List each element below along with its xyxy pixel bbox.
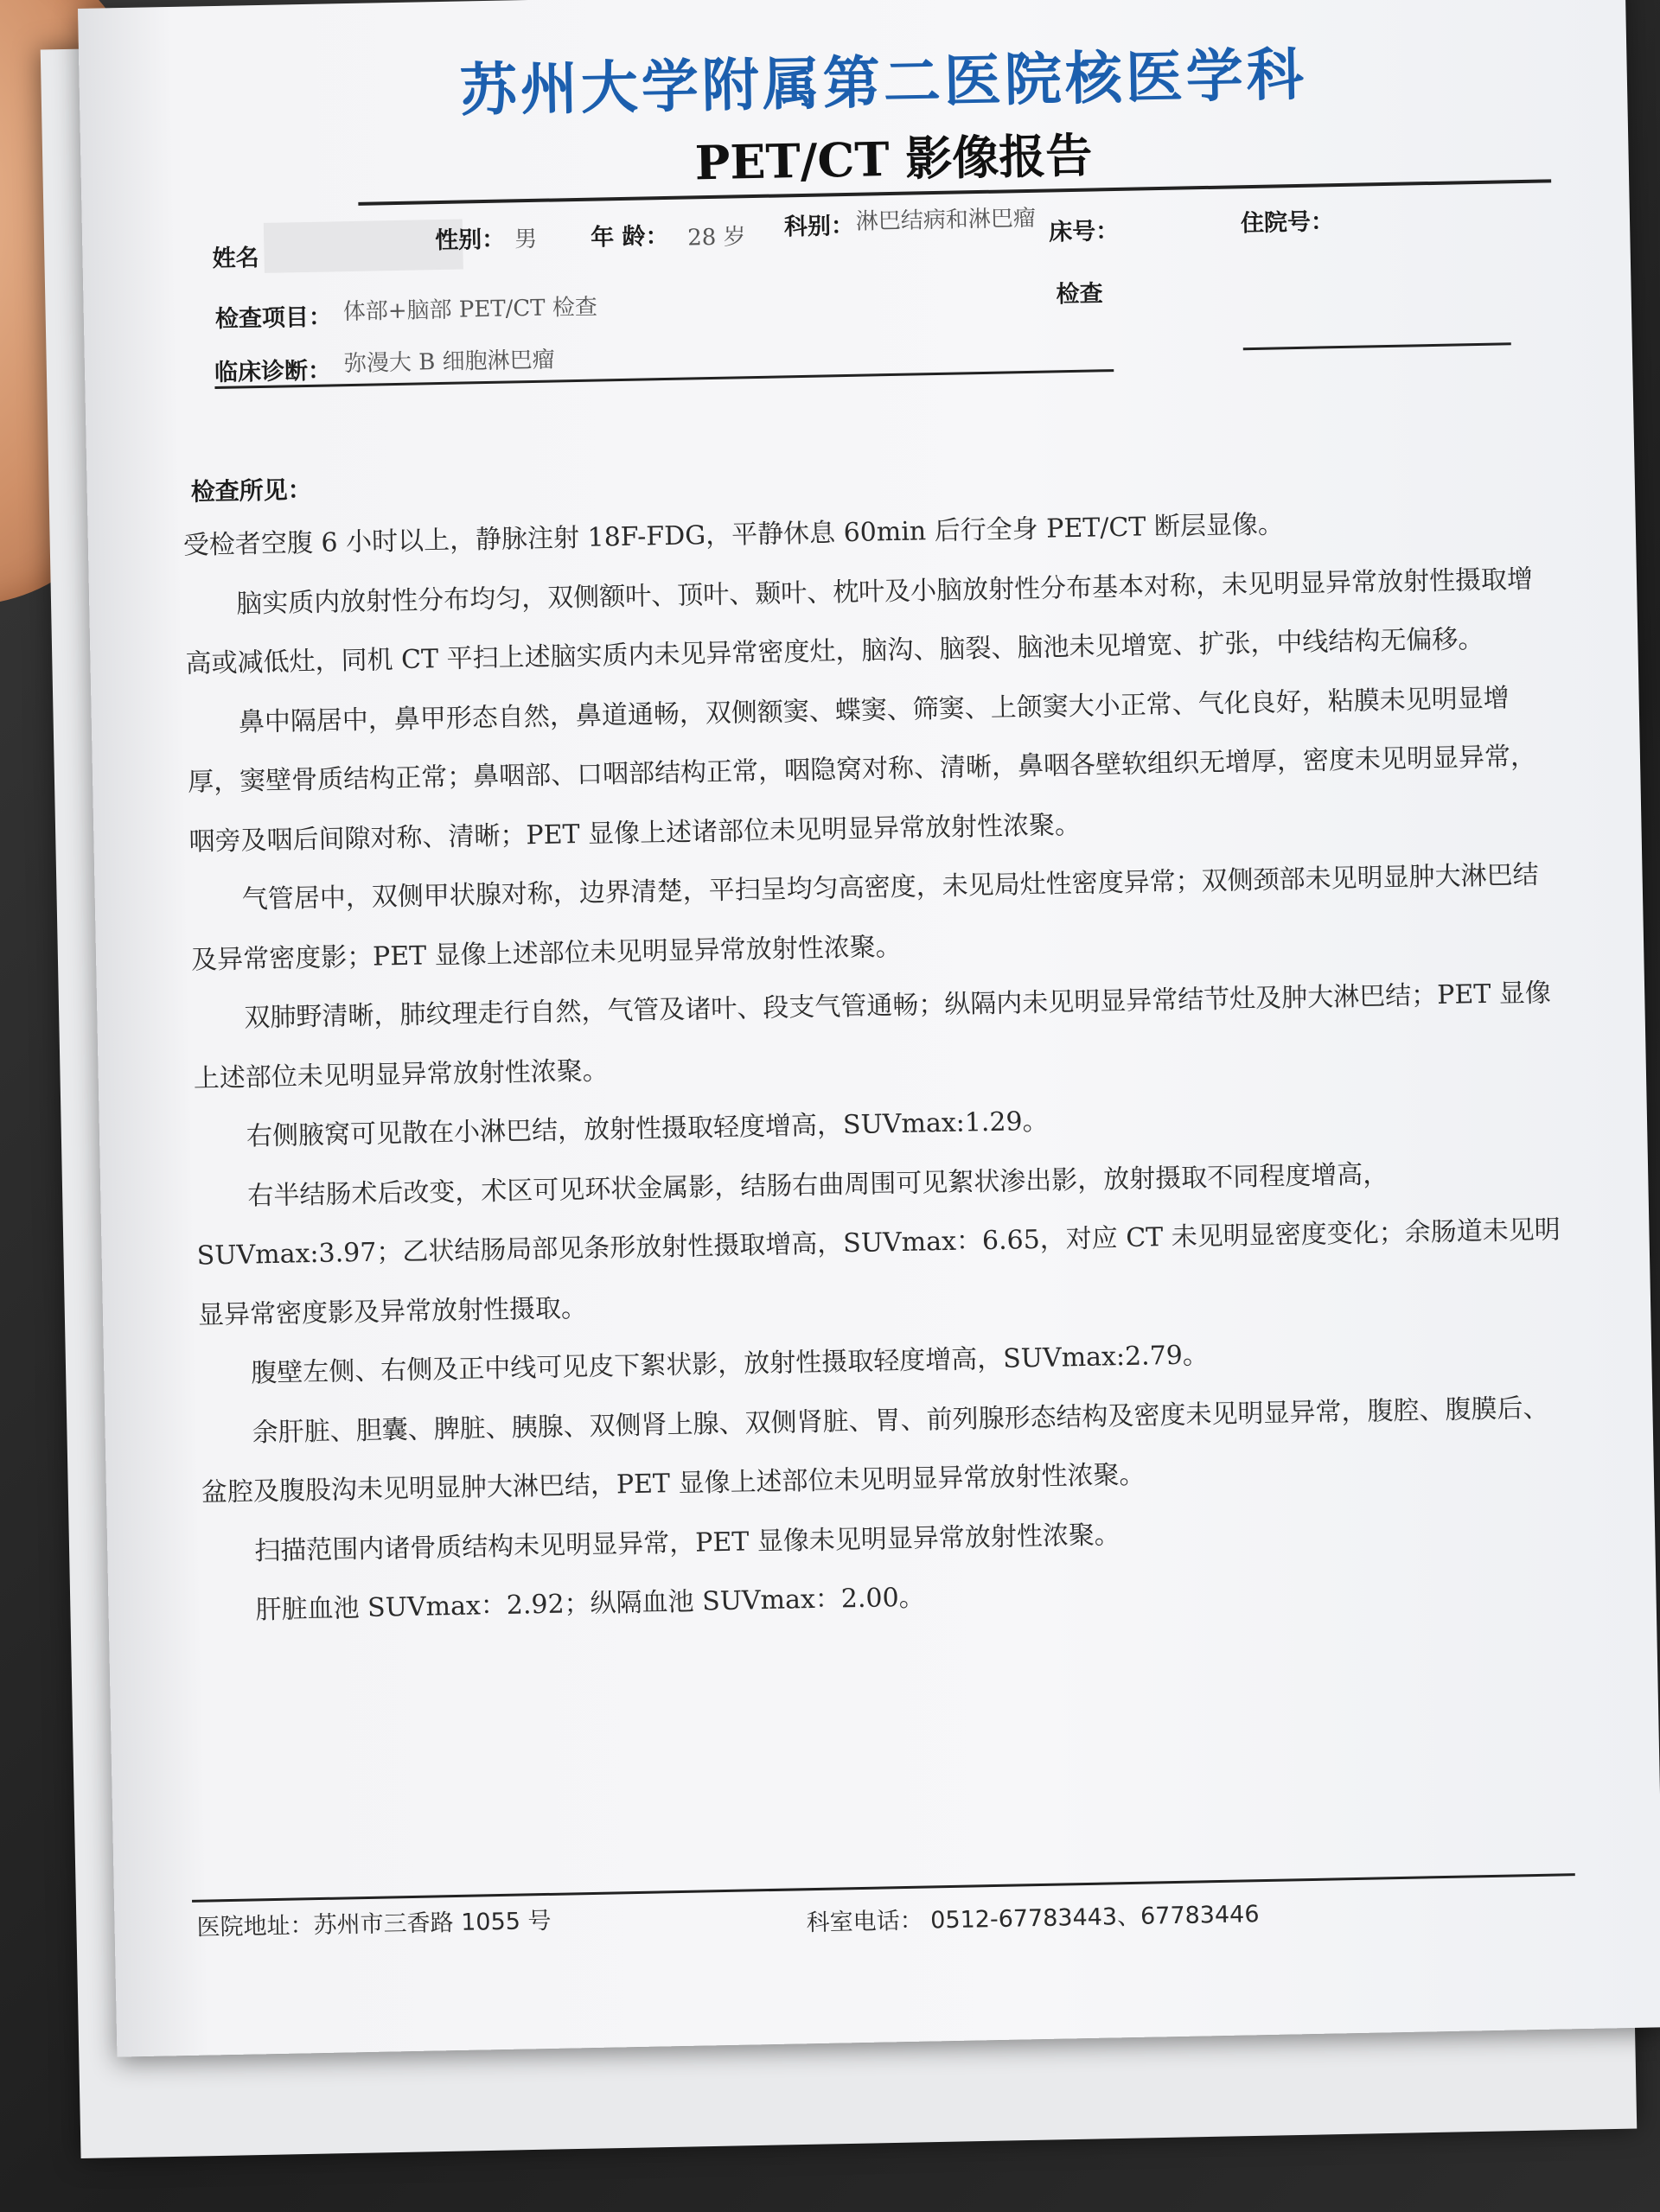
age-label: 年 龄：	[590, 222, 669, 252]
department-value: 淋巴结病和淋巴瘤	[855, 205, 1037, 235]
department-label: 科别：	[783, 212, 855, 241]
findings-paragraph: 脑实质内放射性分布均匀，双侧额叶、顶叶、颞叶、枕叶及小脑放射性分布基本对称，未见明显异常放射性摄取增高或减低灶，同机 CT 平扫上述脑实质内未见异常密度灶，脑沟、脑裂、脑池未见增宽、扩张，中线结构无偏移。	[185, 564, 1534, 679]
hospital-name: 苏州大学附属第二医院核医学科	[459, 41, 1308, 124]
bed-label: 床号：	[1048, 217, 1120, 246]
report-title: PET/CT 影像报告	[694, 127, 1093, 191]
header-rule-bottom-right	[1243, 342, 1511, 350]
findings-paragraph: 扫描范围内诸骨质结构未见明显异常，PET 显像未见明显异常放射性浓聚。	[253, 1519, 1121, 1566]
sex-value: 男	[514, 226, 538, 253]
inpatient-number-label: 住院号：	[1240, 208, 1335, 238]
age-value: 28 岁	[686, 224, 746, 252]
findings-paragraph: 右半结肠术后改变，术区可见环状金属影，结肠右曲周围可见絮状渗出影，放射摄取不同程度增高，SUVmax:3.97；乙状结肠局部见条形放射性摄取增高，SUVmax：6.65，对应 CT 未见明显密度变化；余肠道未见明显异常密度影及异常放射性摄取。	[196, 1158, 1561, 1331]
footer-rule	[192, 1873, 1575, 1903]
name-redacted	[264, 220, 463, 273]
findings-body	[182, 490, 1570, 1641]
name-label: 姓名	[212, 245, 259, 273]
report-page	[78, 0, 1660, 2057]
findings-paragraph: 余肝脏、胆囊、脾脏、胰腺、双侧肾上腺、双侧肾脏、胃、前列腺形态结构及密度未见明显异常，腹腔、腹膜后、盆腔及腹股沟未见明显肿大淋巴结，PET 显像上述部位未见明显异常放射性浓聚。	[201, 1393, 1549, 1508]
findings-paragraph: 双肺野清晰，肺纹理走行自然，气管及诸叶、段支气管通畅；纵隔内未见明显异常结节灶及肿大淋巴结；PET 显像上述部位未见明显异常放射性浓聚。	[193, 978, 1552, 1094]
exam-item-value: 体部+脑部 PET/CT 检查	[342, 294, 598, 326]
hospital-address: 医院地址：苏州市三香路 1055 号	[196, 1907, 552, 1941]
diagnosis-value: 弥漫大 B 细胞淋巴瘤	[343, 347, 555, 378]
findings-paragraph: 鼻中隔居中，鼻甲形态自然，鼻道通畅，双侧额窦、蝶窦、筛窦、上颌窦大小正常、气化良好，粘膜未见明显增厚，窦壁骨质结构正常；鼻咽部、口咽部结构正常，咽隐窝对称、清晰，鼻咽各壁软组织无增厚，密度未见明显异常，咽旁及咽后间隙对称、清晰；PET 显像上述诸部位未见明显异常放射性浓聚。	[187, 682, 1537, 857]
findings-paragraph: 受检者空腹 6 小时以上，静脉注射 18F-FDG，平静休息 60min 后行全身 PET/CT 断层显像。	[182, 509, 1285, 561]
diagnosis-label: 临床诊断：	[214, 357, 332, 387]
findings-heading: 检查所见：	[190, 475, 313, 507]
findings-paragraph: 右侧腋窝可见散在小淋巴结，放射性摄取轻度增高，SUVmax:1.29。	[246, 1106, 1049, 1152]
findings-paragraph: 腹壁左侧、右侧及正中线可见皮下絮状影，放射性摄取轻度增高，SUVmax:2.79。	[251, 1340, 1210, 1389]
exam-label: 检查	[1056, 280, 1103, 309]
findings-paragraph: 肝脏血池 SUVmax：2.92；纵隔血池 SUVmax：2.00。	[255, 1582, 925, 1626]
department-phone: 科室电话： 0512-67783443、67783446	[806, 1901, 1260, 1937]
findings-paragraph: 气管居中，双侧甲状腺对称，边界清楚，平扫呈均匀高密度，未见局灶性密度异常；双侧颈部未见明显肿大淋巴结及异常密度影；PET 显像上述部位未见明显异常放射性浓聚。	[190, 859, 1539, 976]
exam-item-label: 检查项目：	[214, 303, 333, 334]
sex-label: 性别：	[434, 226, 506, 255]
